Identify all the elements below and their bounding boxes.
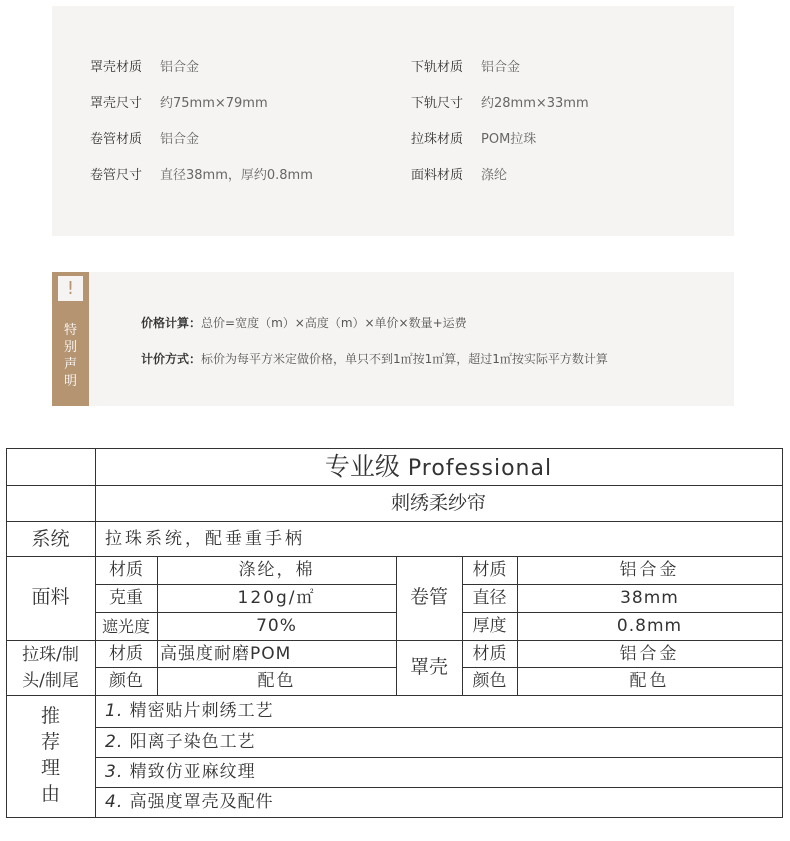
table-line bbox=[6, 448, 7, 818]
recommend-label-char: 荐 bbox=[40, 731, 60, 753]
reason-item bbox=[105, 760, 256, 785]
spec-label: 拉珠材质 bbox=[411, 132, 464, 147]
tube-value: 铝合金 bbox=[619, 560, 680, 580]
spec-panel bbox=[52, 6, 734, 236]
fabric-key: 遮光度 bbox=[101, 617, 150, 636]
fabric-value: 涤纶，棉 bbox=[238, 560, 315, 580]
notice-line bbox=[141, 314, 467, 331]
spec-item bbox=[90, 132, 199, 148]
spec-label: 下轨材质 bbox=[411, 60, 464, 75]
spec-value: 直径38mm，厚约0.8mm bbox=[160, 168, 313, 183]
recommend-label bbox=[6, 703, 95, 807]
fabric-key: 克重 bbox=[109, 588, 143, 608]
table-line bbox=[462, 556, 463, 695]
bead-label-line: 拉珠/制 bbox=[22, 645, 79, 665]
table-line bbox=[6, 640, 783, 641]
level-title bbox=[95, 451, 782, 485]
spec-item bbox=[90, 60, 199, 76]
tube-value: 38mm bbox=[620, 588, 679, 608]
notice-tab-char: 声 bbox=[63, 357, 77, 372]
table-line bbox=[462, 584, 783, 585]
bead-key: 颜色 bbox=[109, 671, 143, 691]
spec-label: 面料材质 bbox=[411, 168, 464, 183]
table-line bbox=[157, 556, 158, 695]
notice-tab-char: 别 bbox=[63, 340, 77, 355]
recommend-label-char: 推 bbox=[40, 705, 60, 727]
table-line bbox=[782, 448, 783, 818]
spec-value: POM拉珠 bbox=[481, 132, 537, 147]
notice-tab-char: 明 bbox=[63, 374, 77, 389]
spec-item bbox=[411, 132, 536, 148]
spec-label: 罩壳材质 bbox=[90, 60, 143, 75]
table-line bbox=[95, 584, 396, 585]
spec-label: 罩壳尺寸 bbox=[90, 96, 143, 111]
cover-value: 铝合金 bbox=[619, 644, 680, 664]
table-line bbox=[462, 667, 783, 668]
tube-label: 卷管 bbox=[409, 586, 448, 608]
table-line bbox=[95, 727, 783, 728]
fabric-label: 面料 bbox=[31, 586, 70, 608]
reason-text: 阳离子染色工艺 bbox=[129, 732, 256, 752]
notice-line-title: 价格计算： bbox=[141, 316, 202, 330]
table-line bbox=[396, 556, 397, 695]
tube-value: 0.8mm bbox=[616, 616, 683, 636]
cover-value: 配色 bbox=[629, 671, 670, 691]
notice-tab-char: 特 bbox=[63, 323, 77, 338]
notice-panel bbox=[52, 272, 734, 406]
spec-value: 铝合金 bbox=[160, 132, 200, 147]
notice-tab-label bbox=[52, 322, 89, 390]
reason-text: 精密贴片刺绣工艺 bbox=[129, 701, 274, 721]
table-line bbox=[6, 817, 783, 818]
tube-key: 厚度 bbox=[472, 616, 507, 636]
reason-item bbox=[105, 730, 256, 755]
reason-item bbox=[105, 790, 274, 815]
spec-label: 下轨尺寸 bbox=[411, 96, 464, 111]
spec-value: 铝合金 bbox=[160, 60, 200, 75]
reason-text: 高强度罩壳及配件 bbox=[129, 792, 274, 812]
table-line bbox=[95, 667, 396, 668]
cover-key: 材质 bbox=[472, 644, 507, 664]
level-en: Professional bbox=[407, 456, 553, 481]
table-line bbox=[462, 612, 783, 613]
notice-line-text: 标价为每平方米定做价格，单只不到1㎡按1㎡算，超过1㎡按实际平方数计算 bbox=[201, 352, 608, 366]
bead-value: 高强度耐磨POM bbox=[160, 644, 292, 664]
table-line bbox=[517, 556, 518, 695]
spec-item bbox=[90, 96, 268, 112]
product-name: 刺绣柔纱帘 bbox=[390, 492, 486, 514]
reason-number: 4. bbox=[105, 792, 124, 812]
spec-label: 卷管材质 bbox=[90, 132, 143, 147]
spec-item bbox=[411, 96, 589, 112]
system-value: 拉珠系统，配垂重手柄 bbox=[105, 529, 305, 549]
notice-line-text: 总价=宽度（m）×高度（m）×单价×数量+运费 bbox=[201, 316, 467, 330]
table-line bbox=[95, 757, 783, 758]
fabric-value: 70% bbox=[256, 616, 297, 636]
notice-line bbox=[141, 350, 608, 367]
bead-key: 材质 bbox=[109, 644, 143, 664]
spec-value: 涤纶 bbox=[481, 168, 508, 183]
spec-value: 铝合金 bbox=[481, 60, 521, 75]
recommend-label-char: 理 bbox=[40, 757, 60, 779]
recommend-label-char: 由 bbox=[40, 783, 60, 805]
cover-label: 罩壳 bbox=[409, 656, 448, 678]
tube-key: 直径 bbox=[472, 588, 507, 608]
spec-label: 卷管尺寸 bbox=[90, 168, 143, 183]
table-line bbox=[95, 787, 783, 788]
notice-tab bbox=[52, 272, 89, 406]
spec-item bbox=[411, 168, 507, 184]
table-line bbox=[95, 612, 396, 613]
reason-item bbox=[105, 699, 274, 724]
table-line bbox=[6, 521, 783, 522]
level-cn: 专业级 bbox=[324, 452, 400, 481]
reason-text: 精致仿亚麻纹理 bbox=[129, 762, 256, 782]
cover-key: 颜色 bbox=[472, 671, 507, 691]
table-line bbox=[95, 448, 96, 818]
reason-number: 3. bbox=[105, 762, 124, 782]
bead-label-line: 头/制尾 bbox=[22, 671, 79, 691]
table-line bbox=[6, 695, 783, 696]
notice-line-title: 计价方式： bbox=[141, 352, 202, 366]
tube-key: 材质 bbox=[472, 560, 507, 580]
bead-label bbox=[6, 642, 95, 694]
reason-number: 2. bbox=[105, 732, 124, 752]
table-line bbox=[6, 485, 783, 486]
table-line bbox=[6, 556, 783, 557]
table-line bbox=[6, 448, 783, 449]
spec-item bbox=[411, 60, 520, 76]
spec-value: 约75mm×79mm bbox=[160, 96, 268, 111]
fabric-value: 120g/㎡ bbox=[237, 588, 316, 608]
exclamation-icon: ! bbox=[58, 276, 83, 301]
system-label: 系统 bbox=[31, 528, 70, 550]
bead-value: 配色 bbox=[257, 671, 296, 691]
spec-item bbox=[90, 168, 313, 184]
reason-number: 1. bbox=[105, 701, 124, 721]
spec-value: 约28mm×33mm bbox=[481, 96, 589, 111]
fabric-key: 材质 bbox=[109, 560, 143, 580]
